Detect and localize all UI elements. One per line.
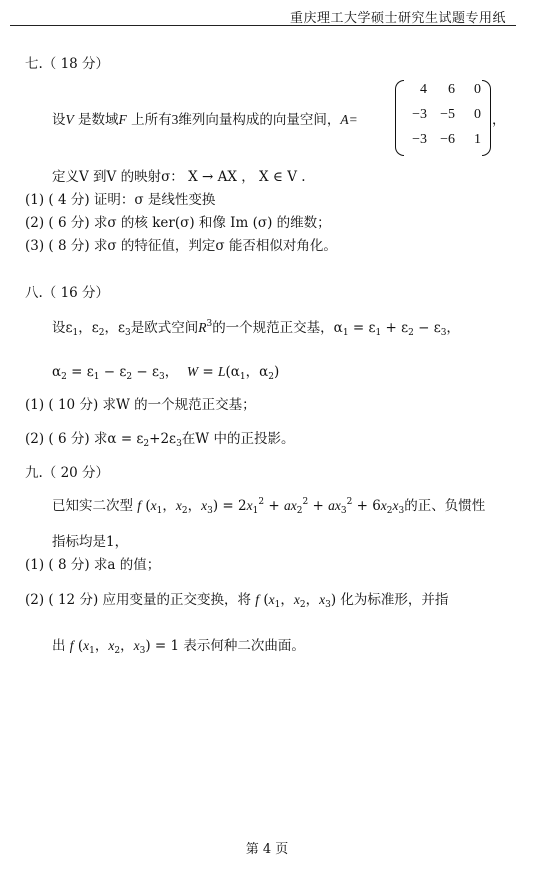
header-divider [10,25,516,26]
matrix-cell: 0 [474,82,481,97]
matrix-cell: −3 [412,107,427,122]
q9-heading: 九.（ 20 分） [25,465,110,481]
q9-item-2-line1: (2) ( 12 分) 应用变量的正交变换，将 f ($x_1$，$x_2$，$x_3$) 化为标准形，并指 [25,592,449,610]
q7-statement: 设V 是数域F 上所有3维列向量构成的向量空间，A= [52,112,358,128]
q7-item-3: (3) ( 8 分) 求σ 的特征值，判定σ 能否相似对角化。 [25,238,337,254]
matrix-A [395,80,491,154]
q7-item-1: (1) ( 4 分) 证明：σ 是线性变换 [25,192,216,208]
q9-item-2-line2: 出 f ($x_1$，$x_2$，$x_3) = 1$ 表示何种二次曲面。 [52,638,305,656]
page-number: 第 4 页 [245,842,289,857]
q7-heading: 七.（ 18 分） [25,56,110,72]
q7-item-2: (2) ( 6 分) 求σ 的核 ker(σ) 和像 Im (σ) 的维数； [25,215,331,231]
q9-item-1: (1) ( 8 分) 求a 的值； [25,557,161,573]
matrix-cell: −5 [440,107,455,122]
page-header-title: 重庆理工大学硕士研究生试题专用纸 [289,11,506,26]
q8-statement-line1: 设$\varepsilon_1$，$\varepsilon_2$，$\varepsilon_3$是欧式空间$R^3$的一个规范正交基，$\alpha_1 = \varepsilon_1 + \varepsilon_2 - \varepsilon_3$， [52,319,460,338]
matrix-cell: 6 [448,82,455,97]
matrix-cell: 0 [474,107,481,122]
matrix-comma: ， [492,112,506,128]
matrix-cell: 4 [420,82,427,97]
q7-mapping-definition: 定义V 到V 的映射σ： X → AX ， X ∈ V . [52,169,306,185]
q8-item-2: (2) ( 6 分) 求$\alpha = \varepsilon_2+2\varepsilon_3$在W 中的正投影。 [25,431,295,449]
matrix-cell: 1 [474,132,481,147]
matrix-right-bracket [482,80,491,156]
q8-heading: 八.（ 16 分） [25,285,110,301]
q8-statement-line2: $\alpha_2 = \varepsilon_1 - \varepsilon_2 - \varepsilon_3$， $W = L(\alpha_1$，$\alpha_2$) [52,364,280,382]
q9-statement-line2: 指标均是1， [52,534,129,550]
q8-item-1: (1) ( 10 分) 求W 的一个规范正交基； [25,397,256,413]
q9-statement: 已知实二次型 f ($x_1$，$x_2$，$x_3) = 2x_1^2 + ax_2^2 + ax_3^2 + 6x_2x_3$的正、负惯性 [52,497,486,516]
matrix-cell: −6 [440,132,455,147]
matrix-cell: −3 [412,132,427,147]
